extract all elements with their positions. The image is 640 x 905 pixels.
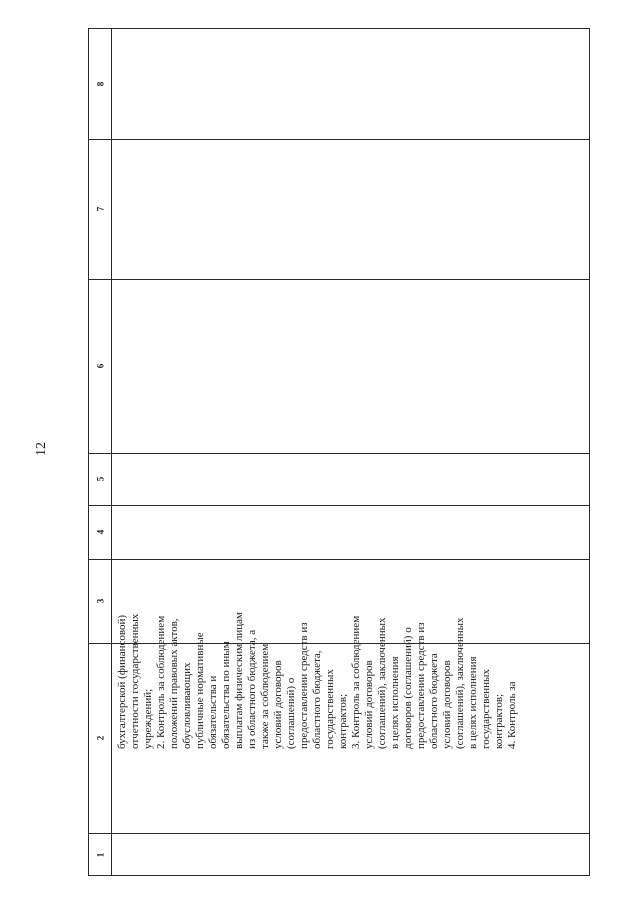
column-divider bbox=[89, 139, 589, 140]
header-divider bbox=[111, 29, 112, 875]
column-number-5: 5 bbox=[95, 476, 105, 482]
column-divider bbox=[89, 833, 589, 834]
column6-cell bbox=[113, 279, 518, 751]
column-number-1: 1 bbox=[95, 852, 105, 858]
column-number-4: 4 bbox=[95, 529, 105, 535]
column-number-8: 8 bbox=[95, 81, 105, 87]
rotated-table bbox=[88, 28, 590, 876]
column-number-6: 6 bbox=[95, 363, 105, 369]
column-number-2: 2 bbox=[95, 735, 105, 741]
page-number: 12 bbox=[34, 442, 49, 456]
column6-text: бухгалтерской (финансовой) отчетности государственных учреждений; 2. Контроль за соблюдением положений правовых актов, обусловливающих публичные нормативные обязательства и обязательства по иным выплатам физическим лицам из областного бюджета, а также за соблюдением условий договоров (соглашений) о предоставлении средств из областного бюджета, государственных контрактов; 3. Контроль за соблюдением условий договоров (соглашений), заключенных в целях исполнения договоров (соглашений) о предоставлении средств из областного бюджета условий договоров (соглашений), заключенных в целях исполнения государственных контрактов; 4. Контроль за bbox=[116, 612, 518, 749]
column-number-7: 7 bbox=[95, 206, 105, 212]
column-number-3: 3 bbox=[95, 598, 105, 604]
